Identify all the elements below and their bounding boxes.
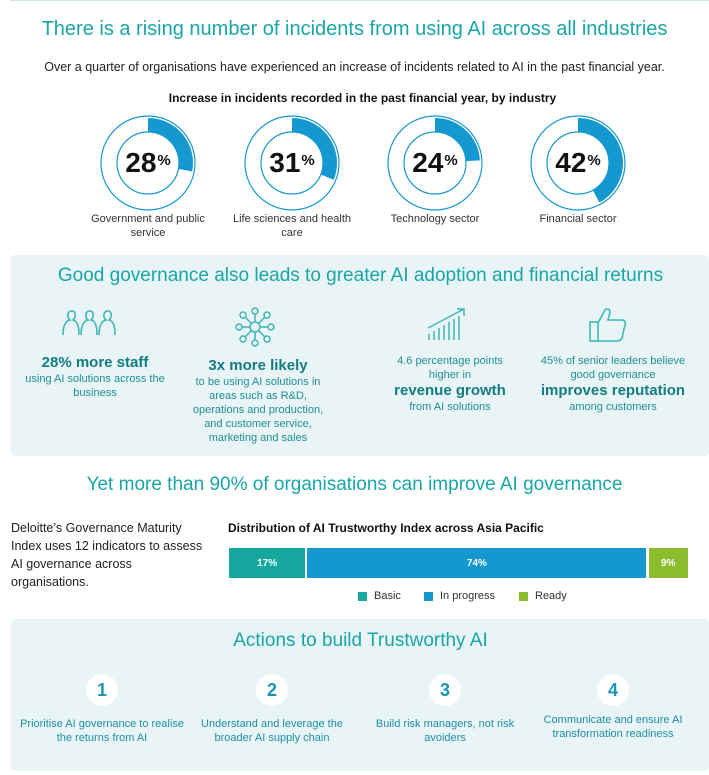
actions-title: Actions to build Trustworthy AI [233, 630, 488, 651]
donut-value: 28 % [125, 147, 171, 178]
action-number-4: 4 [597, 674, 629, 706]
legend-swatch [519, 592, 528, 601]
improve-title: Yet more than 90% of organisations can improve AI governance [86, 474, 623, 495]
action-text-3: Build risk managers, not risk avoiders [375, 718, 515, 744]
action-text-2: Understand and leverage the broader AI supply chain [201, 718, 343, 744]
legend-swatch [358, 592, 367, 601]
donut-3 [385, 113, 485, 213]
stat-reputation-highlight: improves reputation [540, 382, 686, 399]
donut-label: Technology sector [390, 213, 480, 225]
people-icon [60, 307, 122, 344]
donut-value: 31 % [269, 147, 315, 178]
stat-reputation-pre: 45% of senior leaders believe good governance [540, 355, 686, 381]
legend-item [358, 590, 401, 602]
stat-revenue-growth-post: from AI solutions [409, 401, 491, 413]
donut-value: 24 % [412, 147, 458, 178]
legend-item [519, 590, 567, 602]
top-divider [10, 0, 709, 1]
donut-1 [98, 113, 198, 213]
donut-label: Government and public service [91, 213, 205, 239]
stat-more-staff [20, 354, 170, 400]
improve-description: Deloitte’s Governance Maturity Index uses 12 indicators to assess AI governance across organisations. [11, 521, 203, 589]
bar-segment-in-progress: 74% [307, 548, 646, 578]
growth-chart-icon [426, 306, 468, 347]
stat-more-staff-highlight: 28% more staff [41, 354, 149, 371]
legend-swatch [424, 592, 433, 601]
governance-title: Good governance also leads to greater AI adoption and financial returns [57, 265, 664, 286]
bar-chart-title: Distribution of AI Trustworthy Index across Asia Pacific [228, 521, 544, 535]
stat-revenue-growth-highlight: revenue growth [394, 382, 506, 399]
thumbs-up-icon [588, 306, 628, 349]
stat-more-likely-text: to be using AI solutions in areas such as R&D, operations and production, and customer service, marketing and sales [192, 376, 324, 444]
action-number-3: 3 [429, 674, 461, 706]
donut-label: Life sciences and health care [232, 213, 352, 239]
legend-label: In progress [440, 590, 496, 602]
action-number-2: 2 [256, 674, 288, 706]
bar-segment-basic: 17% [229, 548, 305, 578]
donut-chart-title: Increase in incidents recorded in the past financial year, by industry [168, 91, 557, 105]
stat-more-likely [183, 357, 333, 445]
stat-reputation [538, 354, 688, 414]
page-subtitle: Over a quarter of organisations have experienced an increase of incidents related to AI in the past financial year. [44, 60, 665, 74]
bar-segment-ready: 9% [649, 548, 688, 578]
stat-more-likely-highlight: 3x more likely [208, 357, 308, 374]
legend-label: Ready [535, 590, 567, 602]
donut-value: 42 % [555, 147, 601, 178]
action-number-1: 1 [86, 674, 118, 706]
action-text-1: Prioritise AI governance to realise the returns from AI [20, 718, 184, 744]
stat-revenue-growth-pre: 4.6 percentage points higher in [397, 355, 503, 381]
stat-more-staff-text: using AI solutions across the business [25, 373, 165, 399]
network-icon [234, 306, 276, 353]
stat-reputation-post: among customers [569, 401, 657, 413]
action-text-4: Communicate and ensure AI transformation readiness [543, 714, 683, 740]
stat-revenue-growth [385, 354, 515, 414]
page-title: There is a rising number of incidents from using AI across all industries [41, 18, 668, 40]
donut-2 [242, 113, 342, 213]
legend-item [424, 590, 495, 602]
donut-4 [528, 113, 628, 213]
donut-label: Financial sector [539, 213, 617, 225]
legend-label: Basic [374, 590, 401, 602]
